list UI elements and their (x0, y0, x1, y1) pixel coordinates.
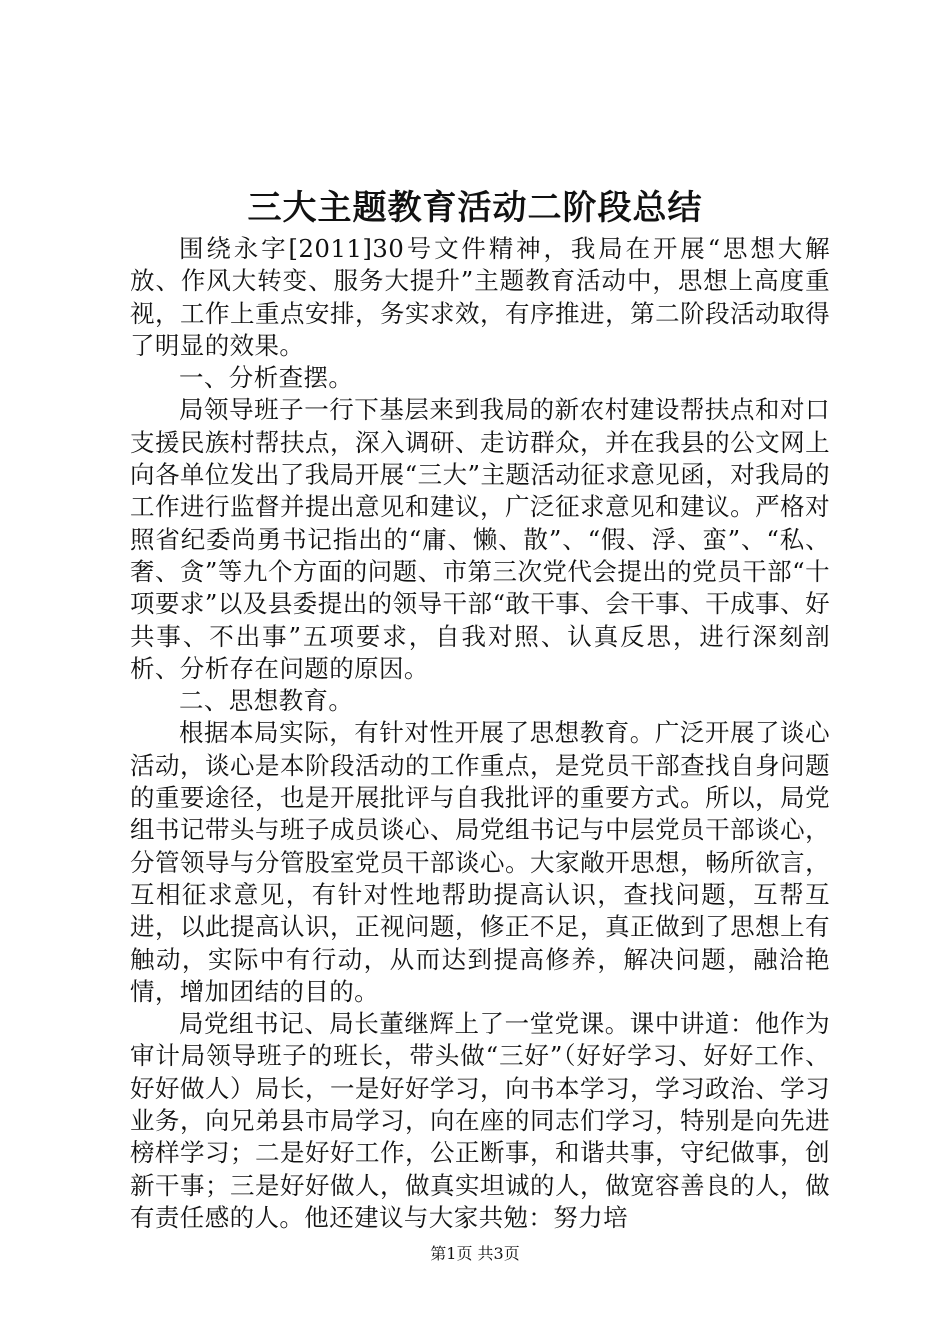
section-heading-analysis: 一、分析查摆。 (179, 363, 354, 393)
document-body (130, 233, 830, 1234)
paragraph-analysis: 局领导班子一行下基层来到我局的新农村建设帮扶点和对口支援民族村帮扶点，深入调研、走访群众，并在我县的公文网上向各单位发出了我局开展“三大”主题活动征求意见函，对我局的工作进行监督并提出意见和建议，广泛征求意见和建议。严格对照省纪委尚勇书记指出的“庸、懒、散”、“假、浮、蛮”、“私、奢、贪”等九个方面的问题、市第三次党代会提出的党员干部“十项要求”以及县委提出的领导干部“敢干事、会干事、干成事、好共事、不出事”五项要求，自我对照、认真反思，进行深刻剖析、分析存在问题的原因。 (130, 395, 830, 683)
page-footer: 第1页 共3页 (430, 1244, 520, 1263)
paragraph-party-lesson: 局党组书记、局长董继辉上了一堂党课。课中讲道：他作为审计局领导班子的班长，带头做“三好”（好好学习、好好工作、好好做人）局长，一是好好学习，向书本学习，学习政治、学习业务，向兄弟县市局学习，向在座的同志们学习，特别是向先进榜样学习；二是好好工作，公正断事，和谐共事，守纪做事，创新干事；三是好好做人，做真实坦诚的人，做宽容善良的人，做有责任感的人。他还建议与大家共勉：努力培 (130, 1009, 830, 1232)
section-heading-education: 二、思想教育。 (179, 686, 354, 716)
paragraph-intro: 围绕永字[2011]30号文件精神，我局在开展“思想大解放、作风大转变、服务大提升”主题教育活动中，思想上高度重视，工作上重点安排，务实求效，有序推进，第二阶段活动取得了明显的效果。 (130, 234, 830, 360)
document-title: 三大主题教育活动二阶段总结 (247, 188, 703, 228)
paragraph-education: 根据本局实际，有针对性开展了思想教育。广泛开展了谈心活动，谈心是本阶段活动的工作重点，是党员干部查找自身问题的重要途径，也是开展批评与自我批评的重要方式。所以，局党组书记带头与班子成员谈心、局党组书记与中层党员干部谈心，分管领导与分管股室党员干部谈心。大家敞开思想，畅所欲言，互相征求意见，有针对性地帮助提高认识，查找问题，互帮互进，以此提高认识，正视问题，修正不足，真正做到了思想上有触动，实际中有行动，从而达到提高修养，解决问题，融洽艳情，增加团结的目的。 (130, 718, 830, 1006)
